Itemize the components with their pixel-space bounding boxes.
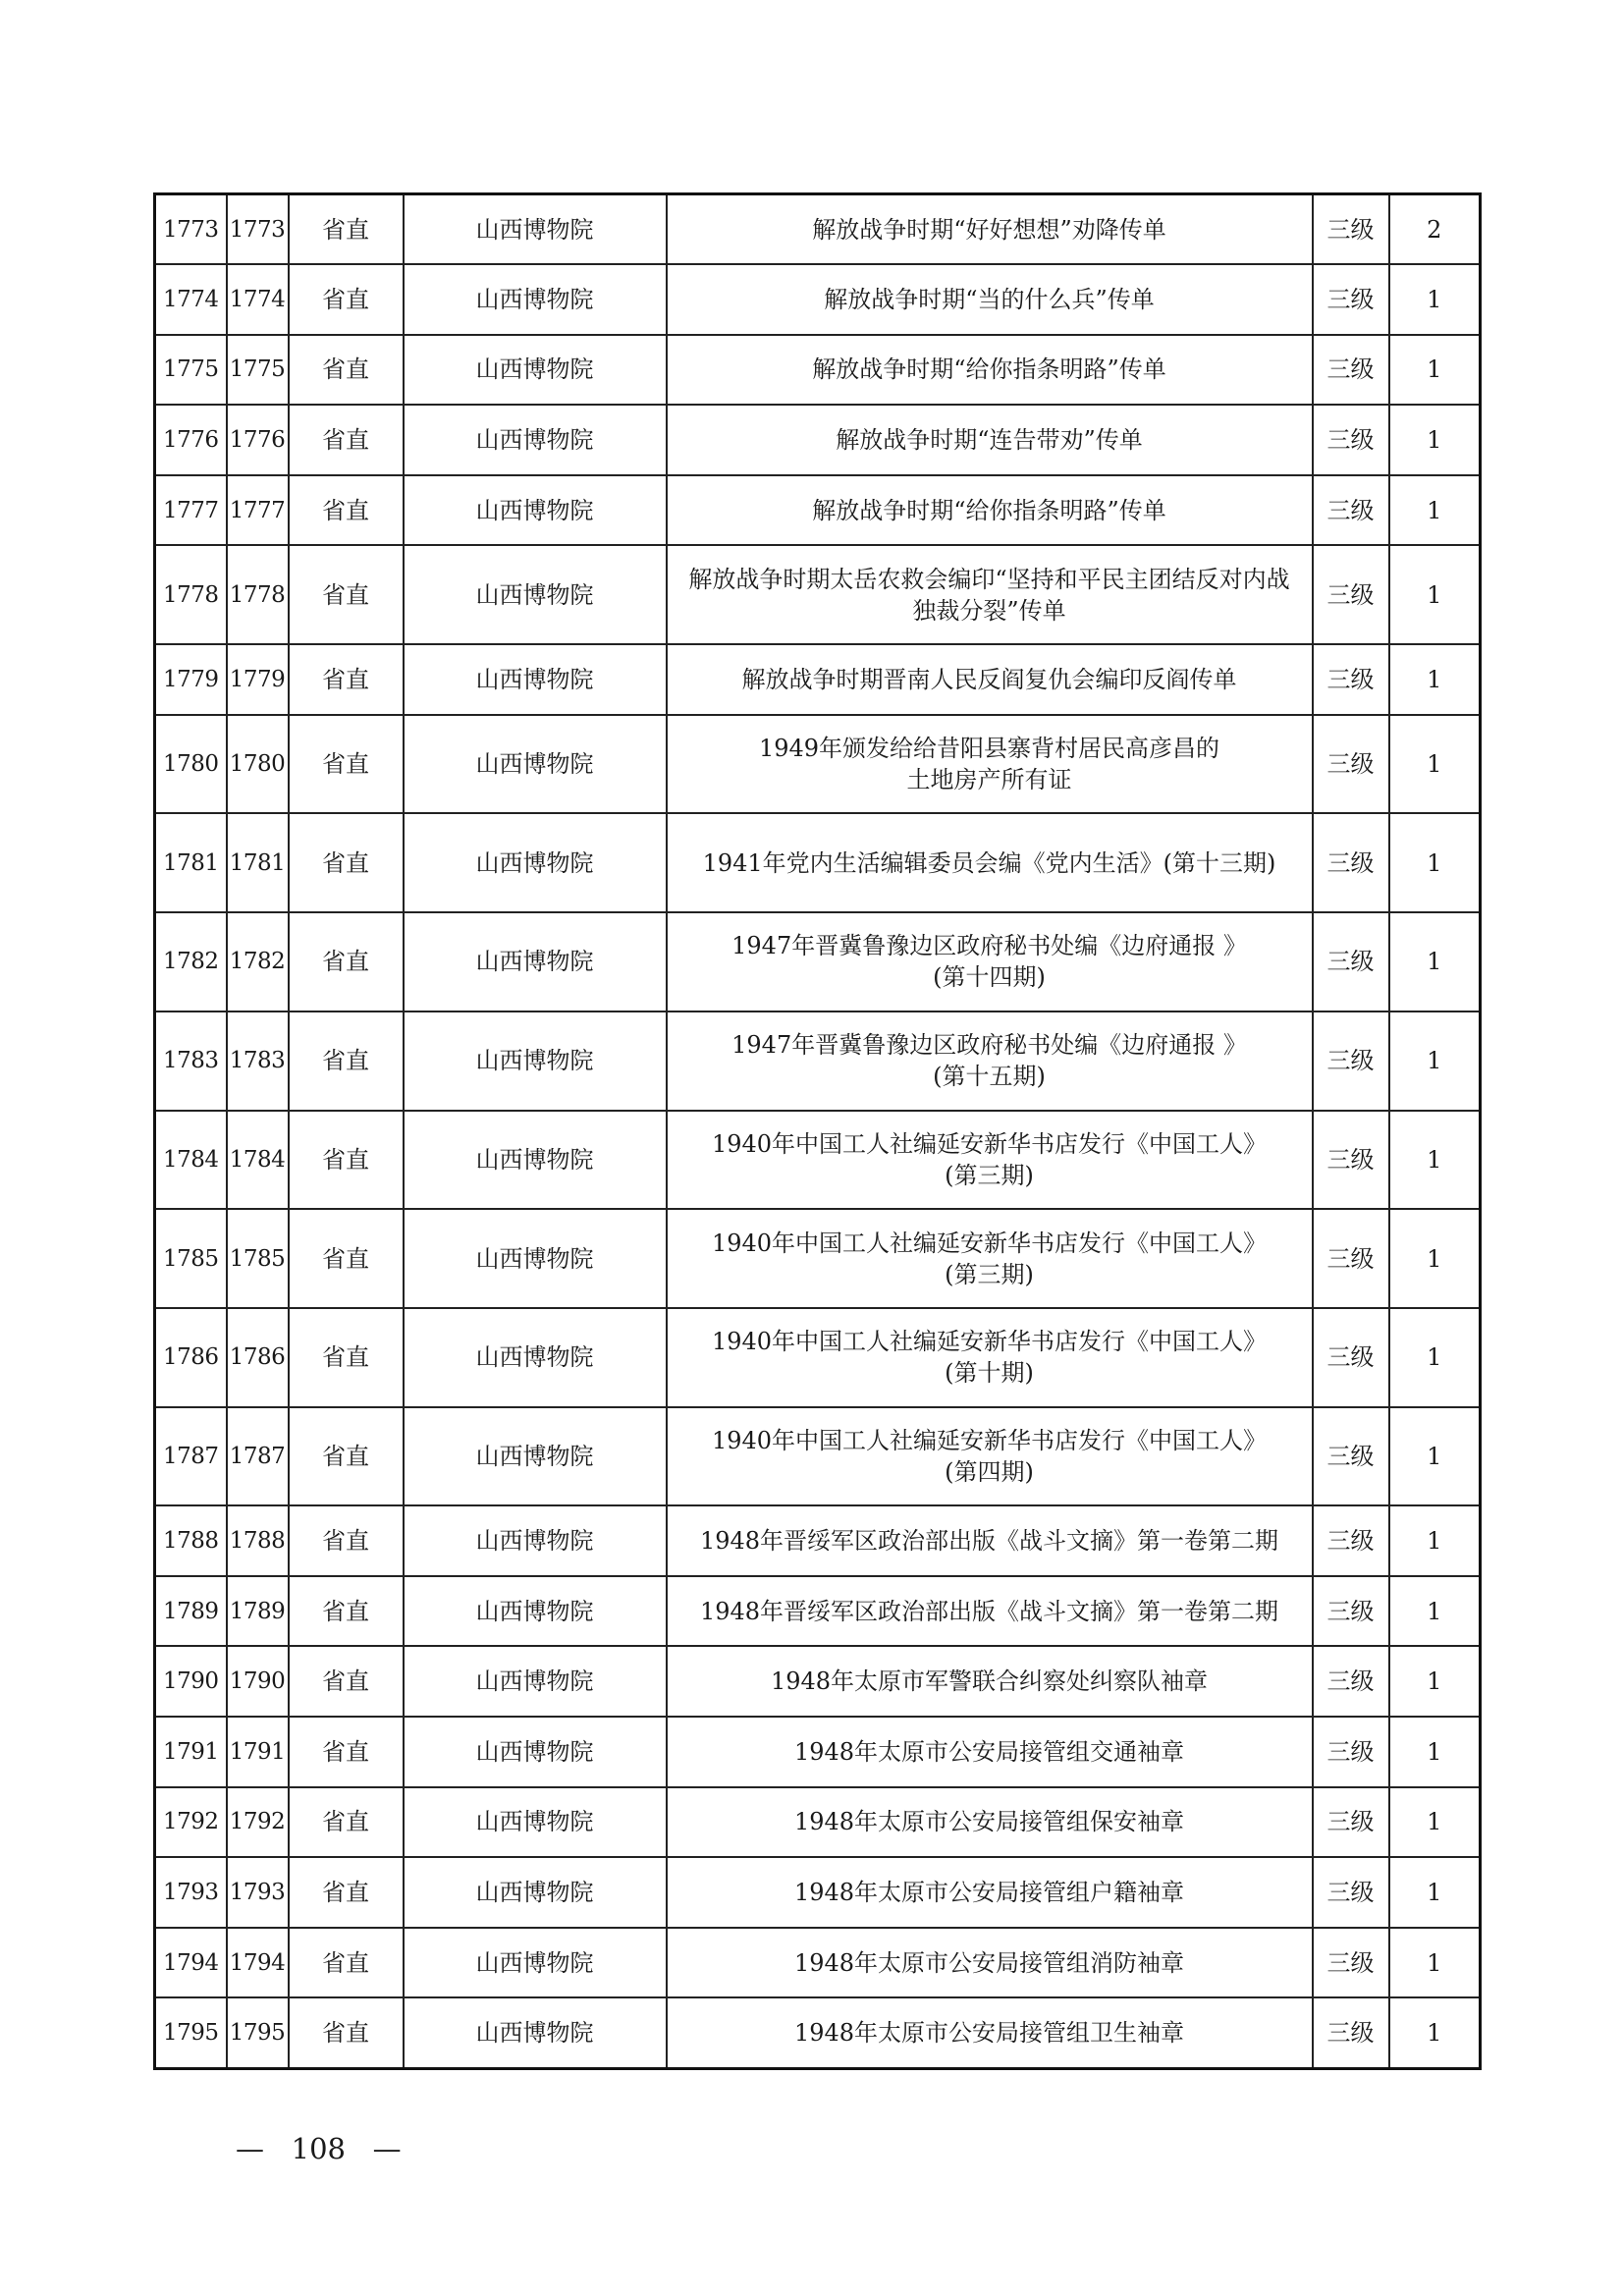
relics-table <box>153 192 1482 2070</box>
department-cell: 省直 <box>289 1576 404 1647</box>
serial-number-cell: 1774 <box>155 264 227 335</box>
serial-number-cell: 1785 <box>155 1209 227 1308</box>
item-name-cell: 1940年中国工人社编延安新华书店发行《中国工人》 (第三期) <box>667 1111 1313 1210</box>
original-number-cell: 1776 <box>227 405 289 475</box>
original-number-cell: 1795 <box>227 1997 289 2068</box>
item-name-cell: 1947年晋冀鲁豫边区政府秘书处编《边府通报 》 (第十五期) <box>667 1011 1313 1111</box>
unit-cell: 山西博物院 <box>404 912 667 1011</box>
grade-cell: 三级 <box>1313 1857 1389 1928</box>
table-row <box>155 813 1481 912</box>
unit-cell: 山西博物院 <box>404 194 667 265</box>
quantity-cell: 1 <box>1389 1308 1481 1407</box>
grade-cell: 三级 <box>1313 545 1389 644</box>
unit-cell: 山西博物院 <box>404 813 667 912</box>
original-number-cell: 1774 <box>227 264 289 335</box>
department-cell: 省直 <box>289 1011 404 1111</box>
table-row <box>155 1505 1481 1576</box>
item-name-cell: 解放战争时期太岳农救会编印“坚持和平民主团结反对内战独裁分裂”传单 <box>667 545 1313 644</box>
serial-number-cell: 1791 <box>155 1717 227 1787</box>
original-number-cell: 1781 <box>227 813 289 912</box>
unit-cell: 山西博物院 <box>404 1576 667 1647</box>
quantity-cell: 1 <box>1389 1576 1481 1647</box>
grade-cell: 三级 <box>1313 1407 1389 1506</box>
table-row <box>155 194 1481 265</box>
grade-cell: 三级 <box>1313 1209 1389 1308</box>
department-cell: 省直 <box>289 545 404 644</box>
quantity-cell: 1 <box>1389 1787 1481 1858</box>
serial-number-cell: 1778 <box>155 545 227 644</box>
quantity-cell: 1 <box>1389 813 1481 912</box>
serial-number-cell: 1782 <box>155 912 227 1011</box>
table-row <box>155 405 1481 475</box>
serial-number-cell: 1773 <box>155 194 227 265</box>
original-number-cell: 1783 <box>227 1011 289 1111</box>
table-row <box>155 1646 1481 1717</box>
grade-cell: 三级 <box>1313 405 1389 475</box>
table-row <box>155 264 1481 335</box>
quantity-cell: 1 <box>1389 335 1481 406</box>
item-name-cell: 解放战争时期“当的什么兵”传单 <box>667 264 1313 335</box>
item-name-cell: 解放战争时期“连告带劝”传单 <box>667 405 1313 475</box>
unit-cell: 山西博物院 <box>404 1111 667 1210</box>
table-row <box>155 715 1481 814</box>
table-row <box>155 1997 1481 2068</box>
department-cell: 省直 <box>289 194 404 265</box>
table-row <box>155 1928 1481 1998</box>
quantity-cell: 1 <box>1389 1928 1481 1998</box>
item-name-cell: 解放战争时期晋南人民反阎复仇会编印反阎传单 <box>667 644 1313 715</box>
unit-cell: 山西博物院 <box>404 1787 667 1858</box>
original-number-cell: 1793 <box>227 1857 289 1928</box>
table-row <box>155 912 1481 1011</box>
table-row <box>155 1209 1481 1308</box>
department-cell: 省直 <box>289 264 404 335</box>
department-cell: 省直 <box>289 1209 404 1308</box>
table-row <box>155 1111 1481 1210</box>
item-name-cell: 解放战争时期“给你指条明路”传单 <box>667 475 1313 546</box>
quantity-cell: 1 <box>1389 912 1481 1011</box>
department-cell: 省直 <box>289 1111 404 1210</box>
unit-cell: 山西博物院 <box>404 1407 667 1506</box>
grade-cell: 三级 <box>1313 715 1389 814</box>
original-number-cell: 1779 <box>227 644 289 715</box>
table-row <box>155 1407 1481 1506</box>
original-number-cell: 1777 <box>227 475 289 546</box>
grade-cell: 三级 <box>1313 1505 1389 1576</box>
serial-number-cell: 1789 <box>155 1576 227 1647</box>
table-row <box>155 1787 1481 1858</box>
grade-cell: 三级 <box>1313 1011 1389 1111</box>
item-name-cell: 1941年党内生活编辑委员会编《党内生活》(第十三期) <box>667 813 1313 912</box>
unit-cell: 山西博物院 <box>404 715 667 814</box>
quantity-cell: 1 <box>1389 1997 1481 2068</box>
item-name-cell: 解放战争时期“好好想想”劝降传单 <box>667 194 1313 265</box>
original-number-cell: 1787 <box>227 1407 289 1506</box>
unit-cell: 山西博物院 <box>404 1857 667 1928</box>
item-name-cell: 1940年中国工人社编延安新华书店发行《中国工人》 (第四期) <box>667 1407 1313 1506</box>
quantity-cell: 1 <box>1389 264 1481 335</box>
quantity-cell: 1 <box>1389 715 1481 814</box>
quantity-cell: 1 <box>1389 1857 1481 1928</box>
unit-cell: 山西博物院 <box>404 264 667 335</box>
unit-cell: 山西博物院 <box>404 1928 667 1998</box>
page-number: — 108 — <box>236 2132 402 2165</box>
grade-cell: 三级 <box>1313 194 1389 265</box>
department-cell: 省直 <box>289 475 404 546</box>
original-number-cell: 1786 <box>227 1308 289 1407</box>
serial-number-cell: 1795 <box>155 1997 227 2068</box>
original-number-cell: 1773 <box>227 194 289 265</box>
serial-number-cell: 1787 <box>155 1407 227 1506</box>
grade-cell: 三级 <box>1313 1308 1389 1407</box>
original-number-cell: 1790 <box>227 1646 289 1717</box>
original-number-cell: 1778 <box>227 545 289 644</box>
serial-number-cell: 1775 <box>155 335 227 406</box>
table-row <box>155 335 1481 406</box>
item-name-cell: 1949年颁发给给昔阳县寨背村居民高彦昌的 土地房产所有证 <box>667 715 1313 814</box>
serial-number-cell: 1794 <box>155 1928 227 1998</box>
serial-number-cell: 1779 <box>155 644 227 715</box>
item-name-cell: 1948年太原市公安局接管组保安袖章 <box>667 1787 1313 1858</box>
quantity-cell: 1 <box>1389 1505 1481 1576</box>
serial-number-cell: 1783 <box>155 1011 227 1111</box>
department-cell: 省直 <box>289 335 404 406</box>
grade-cell: 三级 <box>1313 1717 1389 1787</box>
quantity-cell: 1 <box>1389 1111 1481 1210</box>
original-number-cell: 1789 <box>227 1576 289 1647</box>
quantity-cell: 1 <box>1389 545 1481 644</box>
table-row <box>155 545 1481 644</box>
grade-cell: 三级 <box>1313 813 1389 912</box>
unit-cell: 山西博物院 <box>404 644 667 715</box>
table-row <box>155 644 1481 715</box>
serial-number-cell: 1788 <box>155 1505 227 1576</box>
original-number-cell: 1785 <box>227 1209 289 1308</box>
grade-cell: 三级 <box>1313 1787 1389 1858</box>
grade-cell: 三级 <box>1313 912 1389 1011</box>
item-name-cell: 1940年中国工人社编延安新华书店发行《中国工人》 (第十期) <box>667 1308 1313 1407</box>
original-number-cell: 1780 <box>227 715 289 814</box>
grade-cell: 三级 <box>1313 644 1389 715</box>
unit-cell: 山西博物院 <box>404 405 667 475</box>
serial-number-cell: 1776 <box>155 405 227 475</box>
department-cell: 省直 <box>289 912 404 1011</box>
grade-cell: 三级 <box>1313 1646 1389 1717</box>
department-cell: 省直 <box>289 1928 404 1998</box>
serial-number-cell: 1790 <box>155 1646 227 1717</box>
department-cell: 省直 <box>289 1787 404 1858</box>
quantity-cell: 1 <box>1389 1209 1481 1308</box>
item-name-cell: 1948年太原市军警联合纠察处纠察队袖章 <box>667 1646 1313 1717</box>
table-row <box>155 1717 1481 1787</box>
unit-cell: 山西博物院 <box>404 545 667 644</box>
original-number-cell: 1788 <box>227 1505 289 1576</box>
grade-cell: 三级 <box>1313 475 1389 546</box>
quantity-cell: 1 <box>1389 405 1481 475</box>
serial-number-cell: 1784 <box>155 1111 227 1210</box>
serial-number-cell: 1786 <box>155 1308 227 1407</box>
unit-cell: 山西博物院 <box>404 1308 667 1407</box>
table-row <box>155 1308 1481 1407</box>
item-name-cell: 1947年晋冀鲁豫边区政府秘书处编《边府通报 》 (第十四期) <box>667 912 1313 1011</box>
quantity-cell: 1 <box>1389 1646 1481 1717</box>
grade-cell: 三级 <box>1313 1997 1389 2068</box>
table-row <box>155 1857 1481 1928</box>
department-cell: 省直 <box>289 1646 404 1717</box>
unit-cell: 山西博物院 <box>404 1011 667 1111</box>
item-name-cell: 1948年太原市公安局接管组交通袖章 <box>667 1717 1313 1787</box>
serial-number-cell: 1793 <box>155 1857 227 1928</box>
department-cell: 省直 <box>289 1717 404 1787</box>
original-number-cell: 1794 <box>227 1928 289 1998</box>
grade-cell: 三级 <box>1313 1111 1389 1210</box>
original-number-cell: 1784 <box>227 1111 289 1210</box>
unit-cell: 山西博物院 <box>404 1505 667 1576</box>
original-number-cell: 1792 <box>227 1787 289 1858</box>
grade-cell: 三级 <box>1313 264 1389 335</box>
department-cell: 省直 <box>289 715 404 814</box>
quantity-cell: 1 <box>1389 1717 1481 1787</box>
item-name-cell: 1948年太原市公安局接管组卫生袖章 <box>667 1997 1313 2068</box>
unit-cell: 山西博物院 <box>404 1209 667 1308</box>
unit-cell: 山西博物院 <box>404 1646 667 1717</box>
unit-cell: 山西博物院 <box>404 1997 667 2068</box>
serial-number-cell: 1792 <box>155 1787 227 1858</box>
table-row <box>155 475 1481 546</box>
quantity-cell: 1 <box>1389 644 1481 715</box>
item-name-cell: 1948年晋绥军区政治部出版《战斗文摘》第一卷第二期 <box>667 1576 1313 1647</box>
original-number-cell: 1775 <box>227 335 289 406</box>
original-number-cell: 1782 <box>227 912 289 1011</box>
department-cell: 省直 <box>289 1407 404 1506</box>
department-cell: 省直 <box>289 1857 404 1928</box>
unit-cell: 山西博物院 <box>404 1717 667 1787</box>
grade-cell: 三级 <box>1313 1928 1389 1998</box>
department-cell: 省直 <box>289 813 404 912</box>
item-name-cell: 解放战争时期“给你指条明路”传单 <box>667 335 1313 406</box>
department-cell: 省直 <box>289 1505 404 1576</box>
quantity-cell: 1 <box>1389 1407 1481 1506</box>
grade-cell: 三级 <box>1313 1576 1389 1647</box>
quantity-cell: 1 <box>1389 475 1481 546</box>
unit-cell: 山西博物院 <box>404 335 667 406</box>
department-cell: 省直 <box>289 405 404 475</box>
quantity-cell: 2 <box>1389 194 1481 265</box>
quantity-cell: 1 <box>1389 1011 1481 1111</box>
original-number-cell: 1791 <box>227 1717 289 1787</box>
item-name-cell: 1940年中国工人社编延安新华书店发行《中国工人》 (第三期) <box>667 1209 1313 1308</box>
serial-number-cell: 1780 <box>155 715 227 814</box>
grade-cell: 三级 <box>1313 335 1389 406</box>
department-cell: 省直 <box>289 1997 404 2068</box>
unit-cell: 山西博物院 <box>404 475 667 546</box>
serial-number-cell: 1781 <box>155 813 227 912</box>
table-row <box>155 1576 1481 1647</box>
department-cell: 省直 <box>289 644 404 715</box>
item-name-cell: 1948年太原市公安局接管组消防袖章 <box>667 1928 1313 1998</box>
department-cell: 省直 <box>289 1308 404 1407</box>
table-row <box>155 1011 1481 1111</box>
item-name-cell: 1948年太原市公安局接管组户籍袖章 <box>667 1857 1313 1928</box>
item-name-cell: 1948年晋绥军区政治部出版《战斗文摘》第一卷第二期 <box>667 1505 1313 1576</box>
serial-number-cell: 1777 <box>155 475 227 546</box>
